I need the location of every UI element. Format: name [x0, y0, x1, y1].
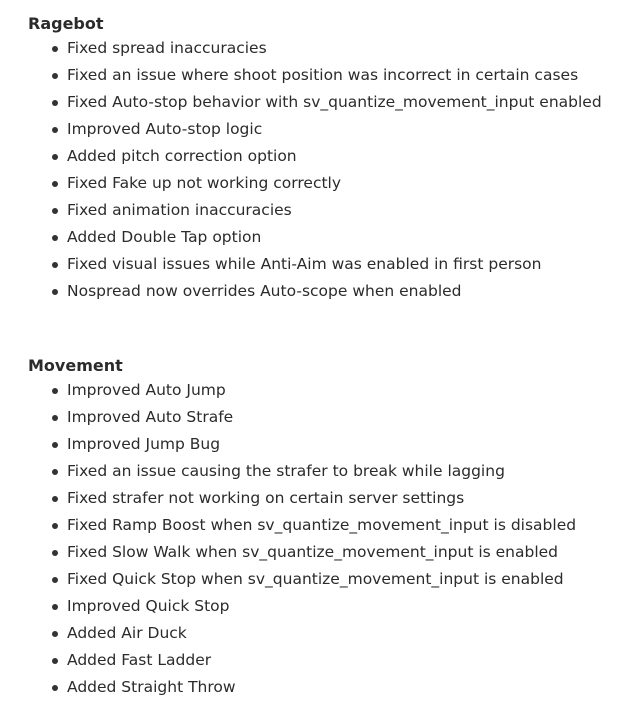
movement-change-list [28, 377, 618, 701]
list-item [28, 251, 618, 278]
bullet-dot-icon [52, 127, 58, 133]
list-item [28, 89, 618, 116]
list-item-text: Added Air Duck [67, 624, 187, 642]
list-item [28, 62, 618, 89]
bullet-dot-icon [52, 388, 58, 394]
list-item [28, 431, 618, 458]
bullet-dot-icon [52, 289, 58, 295]
list-item [28, 170, 618, 197]
bullet-dot-icon [52, 100, 58, 106]
list-item [28, 143, 618, 170]
bullet-dot-icon [52, 442, 58, 448]
bullet-dot-icon [52, 208, 58, 214]
list-item-text: Fixed strafer not working on certain server settings [67, 489, 465, 507]
list-item-text: Added Double Tap option [67, 228, 262, 246]
list-item [28, 458, 618, 485]
list-item-text: Added Fast Ladder [67, 651, 212, 669]
bullet-dot-icon [52, 235, 58, 241]
list-item-text: Fixed spread inaccuracies [67, 39, 267, 57]
list-item [28, 377, 618, 404]
list-item-text: Fixed animation inaccuracies [67, 201, 292, 219]
list-item [28, 512, 618, 539]
list-item-text: Improved Quick Stop [67, 597, 230, 615]
bullet-dot-icon [52, 577, 58, 583]
list-item-text: Fixed Auto-stop behavior with sv_quantize_movement_input enabled [67, 93, 602, 111]
list-item-text: Fixed an issue where shoot position was incorrect in certain cases [67, 66, 579, 84]
list-item-text: Added Straight Throw [67, 678, 236, 696]
list-item-text: Nospread now overrides Auto-scope when enabled [67, 282, 462, 300]
bullet-dot-icon [52, 415, 58, 421]
list-item-text: Improved Auto Jump [67, 381, 226, 399]
bullet-dot-icon [52, 46, 58, 52]
list-item [28, 539, 618, 566]
list-item [28, 278, 618, 305]
ragebot-change-list [28, 35, 618, 305]
list-item-text: Improved Auto-stop logic [67, 120, 263, 138]
section-movement [28, 354, 618, 701]
list-item [28, 647, 618, 674]
list-item [28, 35, 618, 62]
bullet-dot-icon [52, 73, 58, 79]
list-item [28, 620, 618, 647]
bullet-dot-icon [52, 604, 58, 610]
list-item-text: Fixed Ramp Boost when sv_quantize_movement_input is disabled [67, 516, 577, 534]
list-item-text: Improved Jump Bug [67, 435, 221, 453]
list-item-text: Fixed visual issues while Anti-Aim was enabled in first person [67, 255, 542, 273]
list-item-text: Fixed Fake up not working correctly [67, 174, 342, 192]
bullet-dot-icon [52, 523, 58, 529]
list-item-text: Fixed Quick Stop when sv_quantize_movement_input is enabled [67, 570, 564, 588]
list-item [28, 485, 618, 512]
list-item [28, 674, 618, 701]
list-item [28, 116, 618, 143]
list-item [28, 224, 618, 251]
list-item-text: Fixed an issue causing the strafer to break while lagging [67, 462, 505, 480]
bullet-dot-icon [52, 154, 58, 160]
list-item-text: Improved Auto Strafe [67, 408, 234, 426]
bullet-dot-icon [52, 262, 58, 268]
list-item-text: Fixed Slow Walk when sv_quantize_movement_input is enabled [67, 543, 559, 561]
bullet-dot-icon [52, 550, 58, 556]
bullet-dot-icon [52, 685, 58, 691]
section-ragebot [28, 12, 618, 305]
list-item [28, 197, 618, 224]
bullet-dot-icon [52, 181, 58, 187]
bullet-dot-icon [52, 496, 58, 502]
bullet-dot-icon [52, 469, 58, 475]
list-item [28, 593, 618, 620]
section-title-movement: Movement [28, 356, 123, 375]
list-item-text: Added pitch correction option [67, 147, 297, 165]
bullet-dot-icon [52, 658, 58, 664]
bullet-dot-icon [52, 631, 58, 637]
list-item [28, 404, 618, 431]
list-item [28, 566, 618, 593]
section-title-ragebot: Ragebot [28, 14, 104, 33]
